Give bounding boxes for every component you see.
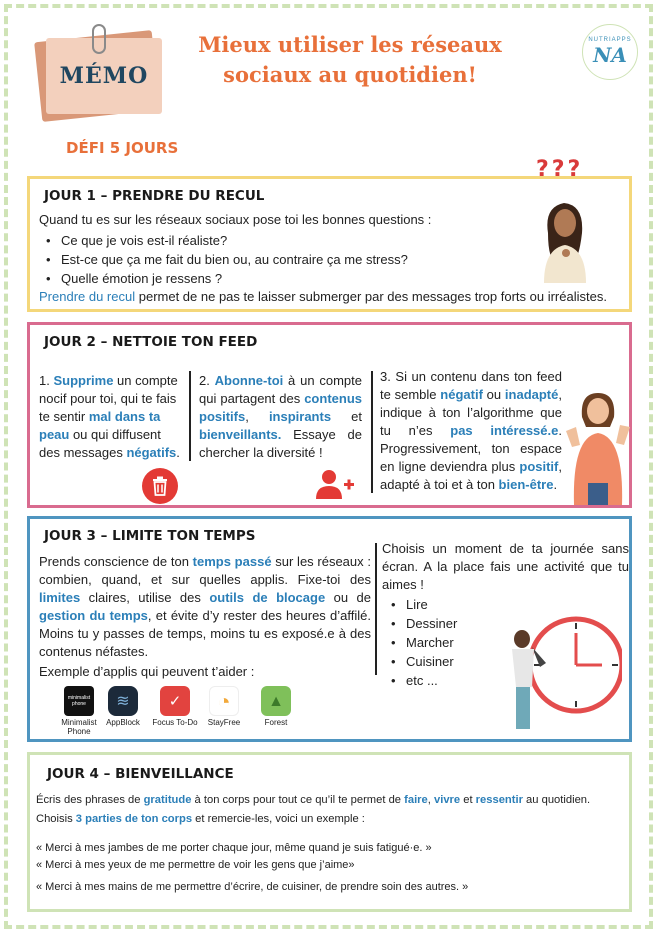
day3-apps-intro: Exemple d’applis qui peuvent t’aider : [39, 664, 255, 679]
focus-todo-icon [160, 686, 190, 716]
day2-column-2 [199, 372, 362, 462]
text: Essaye de chercher la diversité ! [199, 427, 362, 460]
app-icon-text: ≋ [116, 692, 130, 710]
app-forest[interactable] [254, 686, 298, 727]
challenge-subtitle: DÉFI 5 JOURS [66, 139, 179, 157]
text: , et évite d’y rester des heures d’affilé. Moins tu y passes de temps, moins tu es exposé.e à des contenus néfastes. [39, 608, 371, 659]
paperclip-icon [92, 24, 106, 54]
list-item: • Marcher [384, 633, 504, 652]
text: , indique à ton l’algorithme que tu n’es [380, 387, 562, 438]
day1-questions [39, 231, 529, 288]
text: Écris des phrases de [36, 794, 144, 806]
text: 3. Si un contenu dans ton feed te semble [380, 369, 562, 402]
app-label: Focus To-Do [152, 718, 198, 727]
add-user-button[interactable] [315, 468, 355, 500]
text: Choisis [36, 813, 76, 825]
highlight: Abonne-toi [214, 373, 284, 388]
text: et [331, 409, 362, 424]
highlight: bienveillants. [199, 427, 282, 442]
list-item: • Lire [384, 595, 504, 614]
list-item: • Quelle émotion je ressens ? [39, 269, 529, 288]
day4-quote-2: « Merci à mes yeux de me permettre de voir les gens que j’aime» [36, 859, 355, 871]
text: claires, utilise des [80, 590, 210, 605]
highlight: temps passé [192, 554, 272, 569]
highlight: faire [404, 794, 428, 806]
list-item: • Ce que je vois est-il réaliste? [39, 231, 529, 250]
highlight: négatifs [126, 445, 177, 460]
day4-line-1 [36, 792, 631, 809]
text: 2. [199, 373, 215, 388]
highlight: outils de blocage [209, 590, 326, 605]
logo-monogram: NA [593, 43, 627, 67]
app-icon-text: ▲ [268, 692, 284, 710]
text: un compte nocif pour toi, qui te fais te sentir [39, 373, 178, 424]
text: à ton corps pour tout ce qu’il te permet de [191, 794, 405, 806]
highlight: inadapté [504, 387, 559, 402]
day4-heading: JOUR 4 – BIENVEILLANCE [47, 766, 234, 782]
app-minimalist-phone[interactable] [57, 686, 101, 736]
minimalist-phone-icon [64, 686, 94, 716]
list-item: • Cuisiner [384, 652, 504, 671]
day1-box [27, 157, 632, 312]
day3-left-text [39, 553, 371, 661]
text: , [245, 409, 269, 424]
highlight: bien-être [498, 477, 554, 492]
day3-box [27, 516, 632, 742]
app-label: StayFree [207, 718, 241, 727]
text: . Progressivement, ton espace en ligne deviendra plus [380, 423, 562, 474]
day3-heading: JOUR 3 – LIMITE TON TEMPS [44, 528, 256, 544]
highlight: pas intéressé.e [450, 423, 559, 438]
highlight: inspirants [268, 409, 332, 424]
list-item: • etc ... [384, 671, 504, 690]
clock-person-illustration [502, 607, 622, 731]
day1-conclusion-text: permet de ne pas te laisser submerger par des messages trop forts ou irréalistes. [135, 289, 607, 304]
text: Prends conscience de ton [39, 554, 193, 569]
highlight: gestion du temps [39, 608, 148, 623]
appblock-icon [108, 686, 138, 716]
brand-logo [582, 24, 638, 80]
app-stayfree[interactable] [202, 686, 246, 727]
highlight: Supprime [53, 373, 114, 388]
highlight: ressentir [475, 794, 523, 806]
highlight: gratitude [143, 794, 192, 806]
list-item: • Est-ce que ça me fait du bien ou, au contraire ça me stress? [39, 250, 529, 269]
day2-column-3 [380, 368, 562, 494]
day3-activities [384, 595, 504, 690]
text: et [460, 794, 476, 806]
app-label: AppBlock [106, 718, 140, 727]
app-appblock[interactable] [101, 686, 145, 727]
text: , [427, 794, 434, 806]
trash-icon [151, 476, 169, 496]
text: à un compte qui partagent des [199, 373, 362, 406]
text: au quotidien. [522, 794, 591, 806]
day1-question-marks: ??? [536, 157, 584, 182]
day4-line-2 [36, 811, 631, 828]
app-icon-text: minimalist phone [67, 695, 91, 707]
day1-highlight: Prendre du recul [39, 289, 136, 304]
highlight: négatif [440, 387, 483, 402]
day4-box [27, 752, 632, 912]
column-divider [189, 371, 191, 461]
day4-quote-3: « Merci à mes mains de me permettre d’écrire, de cuisiner, de prendre soin des autres. » [36, 881, 469, 893]
thinking-person-illustration [530, 193, 600, 283]
day3-right-intro: Choisis un moment de ta journée sans écran. A la place fais une activité que tu aimes ! [382, 541, 629, 592]
day2-heading: JOUR 2 – NETTOIE TON FEED [44, 334, 258, 350]
add-user-icon [315, 468, 355, 500]
text: sur les réseaux : combien, quand, et sur quelles applis. Fixe-toi des [39, 554, 371, 587]
list-item: • Dessiner [384, 614, 504, 633]
app-focus-todo[interactable] [150, 686, 200, 727]
app-icon-text: ◔ [217, 688, 231, 714]
text: . [553, 477, 558, 492]
highlight: mal dans ta peau [39, 409, 161, 442]
memo-label: MÉMO [59, 63, 149, 89]
forest-icon [261, 686, 291, 716]
stop-gesture-person-illustration [564, 387, 632, 505]
day1-heading: JOUR 1 – PRENDRE DU RECUL [44, 188, 265, 204]
title-line-2: sociaux au quotidien! [223, 62, 477, 87]
delete-button[interactable] [142, 468, 178, 504]
text: ou qui diffusent des messages [39, 427, 161, 460]
text: et remercie-les, voici un exemple : [192, 813, 365, 825]
column-divider [371, 371, 373, 493]
page-title [170, 30, 530, 90]
title-line-1: Mieux utiliser les réseaux [198, 32, 502, 57]
column-divider [375, 543, 377, 675]
day1-conclusion [39, 288, 629, 306]
highlight: vivre [433, 794, 461, 806]
day2-column-1 [39, 372, 182, 462]
highlight: limites [39, 590, 81, 605]
app-icon-text: ✓ [168, 692, 182, 710]
day2-box [27, 322, 632, 508]
logo-brand-text: NUTRIAPPS [588, 37, 632, 43]
highlight: contenus positifs [199, 391, 362, 424]
day4-quote-1: « Merci à mes jambes de me porter chaque jour, même quand je suis fatigué·e. » [36, 842, 432, 854]
day1-intro: Quand tu es sur les réseaux sociaux pose toi les bonnes questions : [39, 212, 432, 227]
text: ou [482, 387, 505, 402]
highlight: 3 parties de ton corps [75, 813, 193, 825]
app-label: Forest [264, 718, 288, 727]
text: ou de [325, 590, 371, 605]
app-label: Minimalist Phone [61, 718, 97, 736]
text: 1. [39, 373, 54, 388]
highlight: positif [519, 459, 559, 474]
text: . [176, 445, 180, 460]
text: , adapté à toi et à ton [380, 459, 562, 492]
stayfree-icon [209, 686, 239, 716]
